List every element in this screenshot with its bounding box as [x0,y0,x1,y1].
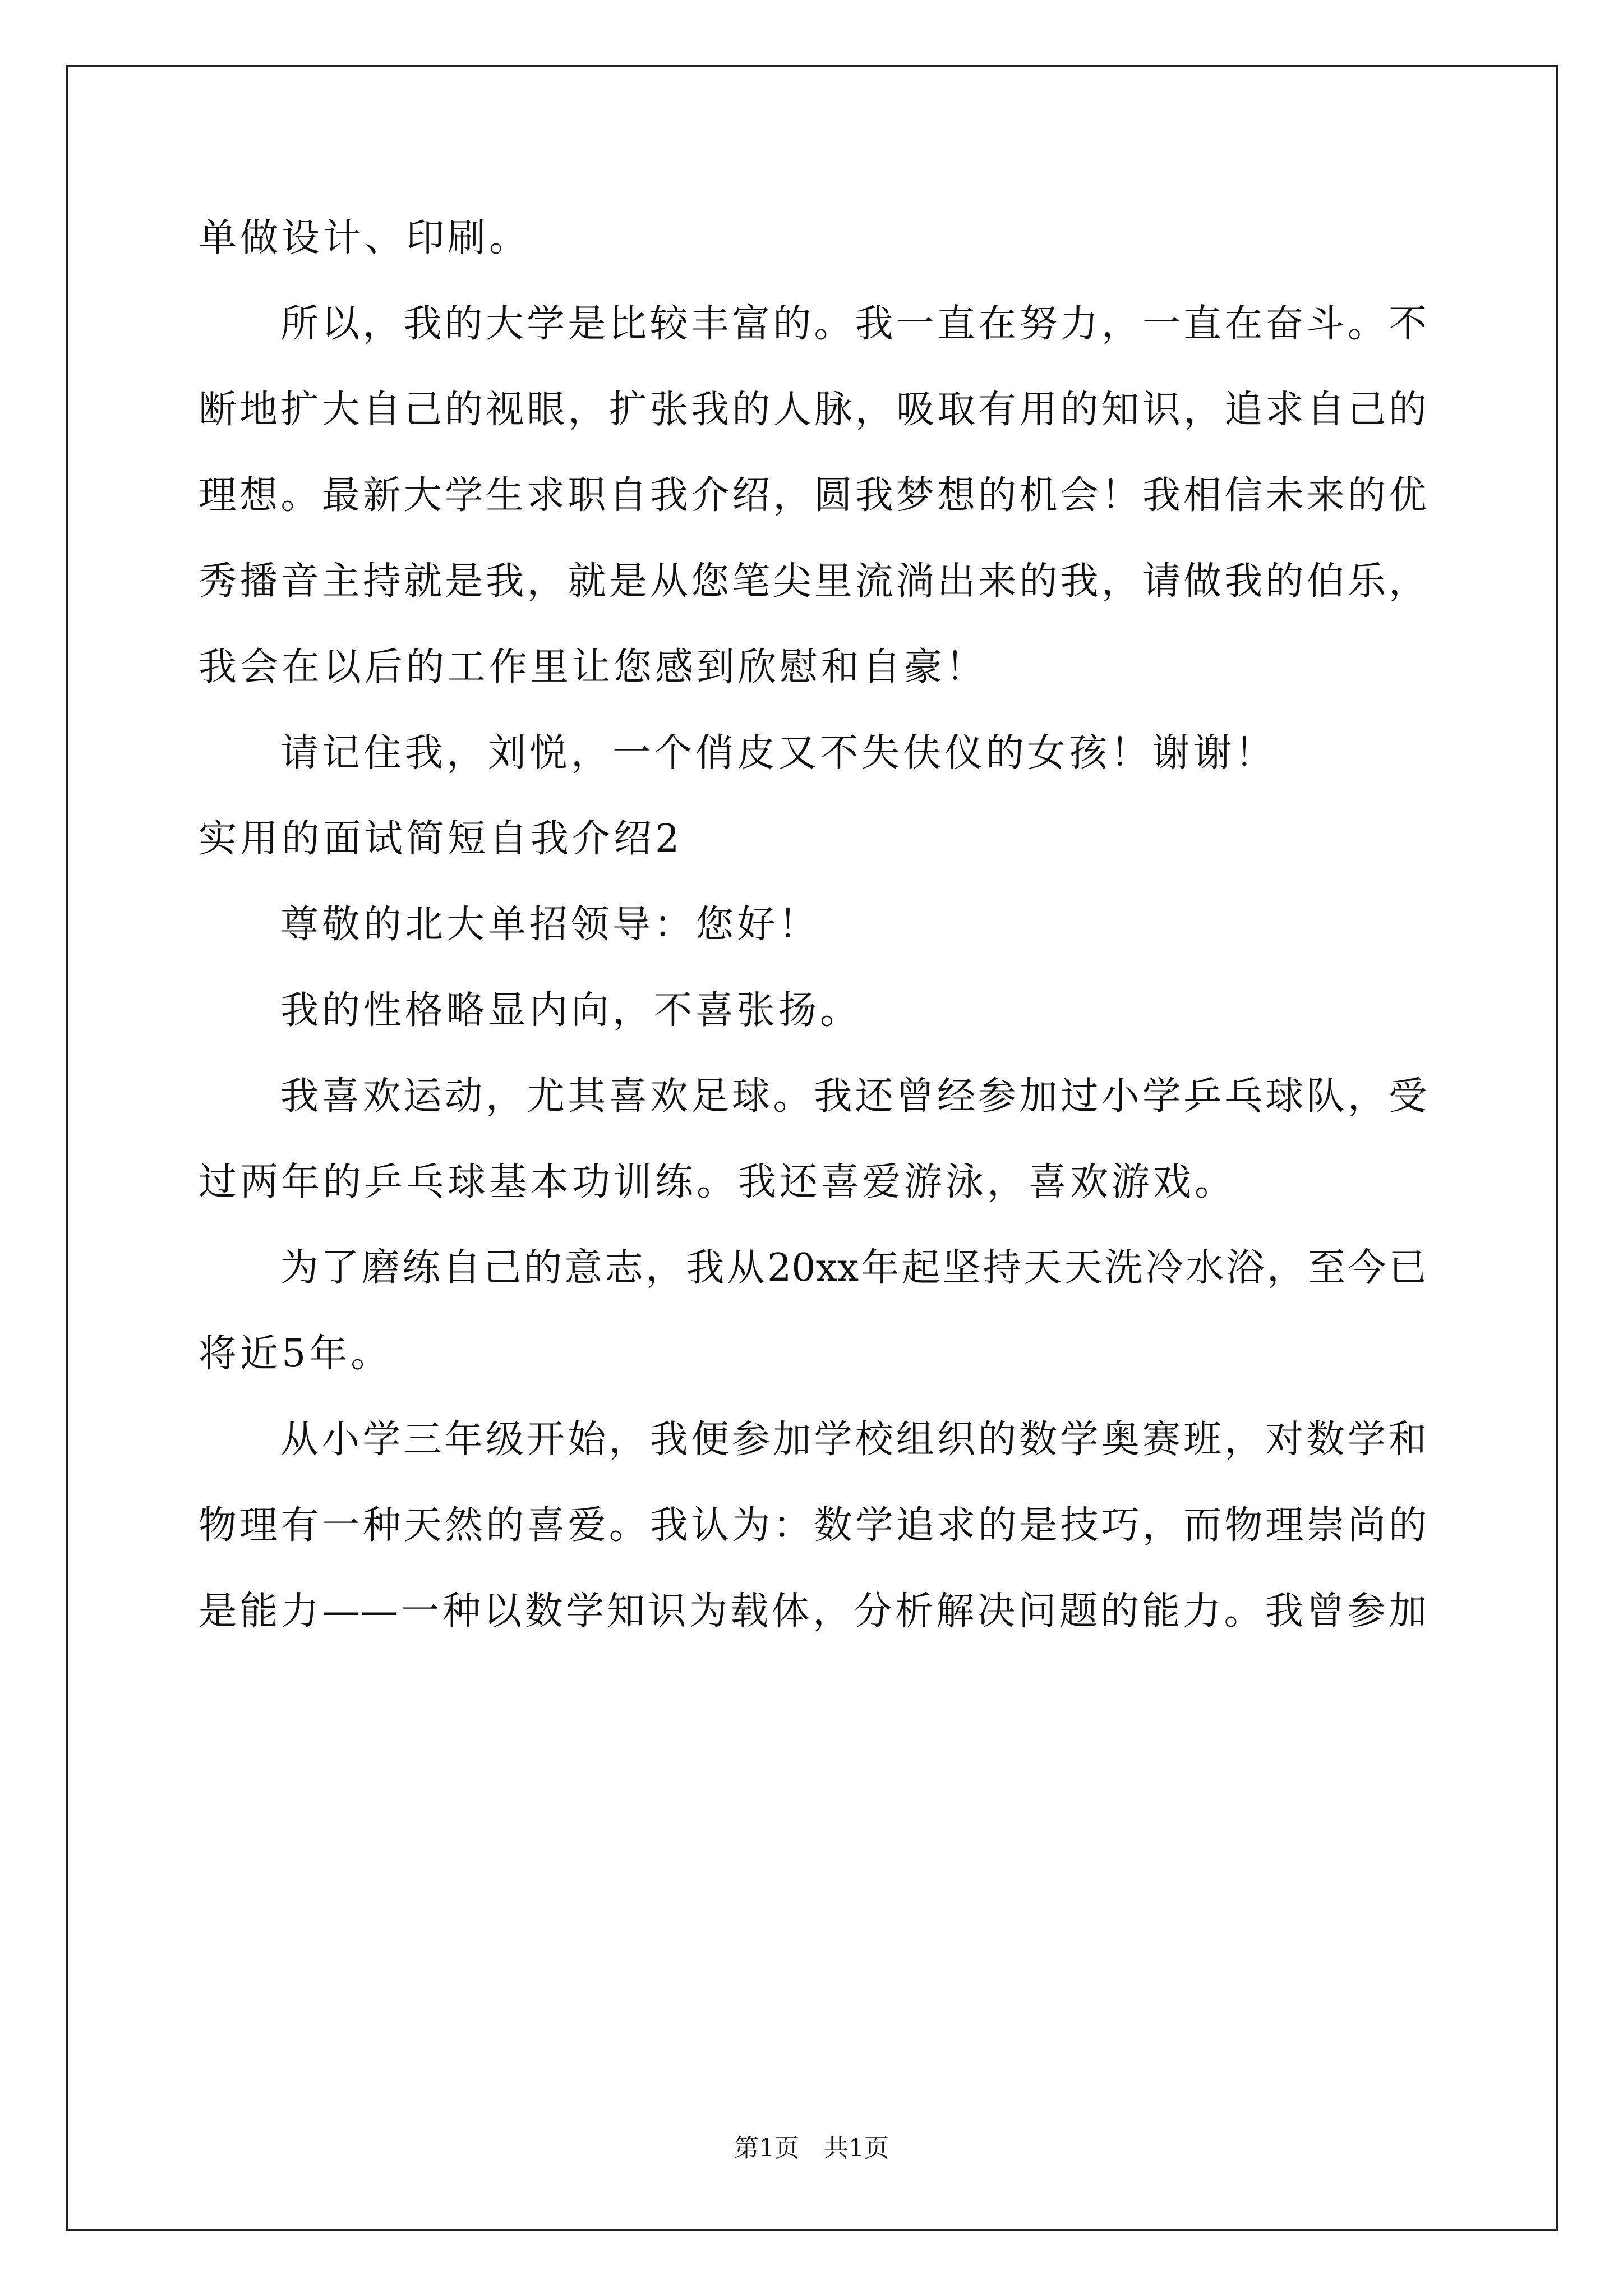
paragraph-line: 我喜欢运动，尤其喜欢足球。我还曾经参加过小学乒乓球队，受 [280,1074,1427,1119]
paragraph-line: 理想。最新大学生求职自我介绍，圆我梦想的机会！我相信未来的优 [199,473,1427,518]
paragraph-line: 从小学三年级开始，我便参加学校组织的数学奥赛班，对数学和 [280,1418,1427,1462]
paragraph-line: 过两年的乒乓球基本功训练。我还喜爱游泳，喜欢游戏。 [199,1160,1237,1204]
paragraph-line: 单做设计、印刷。 [199,216,531,260]
section-heading: 实用的面试简短自我介绍2 [199,817,683,861]
paragraph-line: 物理有一种天然的喜爱。我认为：数学追求的是技巧，而物理崇尚的 [199,1503,1427,1548]
paragraph-line: 为了磨练自己的意志，我从20xx年起坚持天天洗冷水浴，至今已 [280,1246,1427,1290]
paragraph-line: 我会在以后的工作里让您感到欣慰和自豪！ [199,645,988,689]
paragraph-line: 将近5年。 [199,1332,393,1376]
paragraph-line: 请记住我，刘悦，一个俏皮又不失伕仪的女孩！谢谢！ [280,731,1277,775]
paragraph-line: 所以，我的大学是比较丰富的。我一直在努力，一直在奋斗。不 [280,302,1427,346]
paragraph-line: 我的性格略显内向，不喜张扬。 [280,988,862,1033]
page-number-footer: 第1页 共1页 [734,2134,889,2162]
salutation-line: 尊敬的北大单招领导：您好！ [280,903,820,947]
paragraph-line: 秀播音主持就是我，就是从您笔尖里流淌出来的我，请做我的伯乐， [199,559,1427,604]
paragraph-line: 断地扩大自己的视眼，扩张我的人脉，吸取有用的知识，追求自己的 [199,388,1427,432]
paragraph-line: 是能力——一种以数学知识为载体，分析解决问题的能力。我曾参加 [199,1589,1427,1634]
